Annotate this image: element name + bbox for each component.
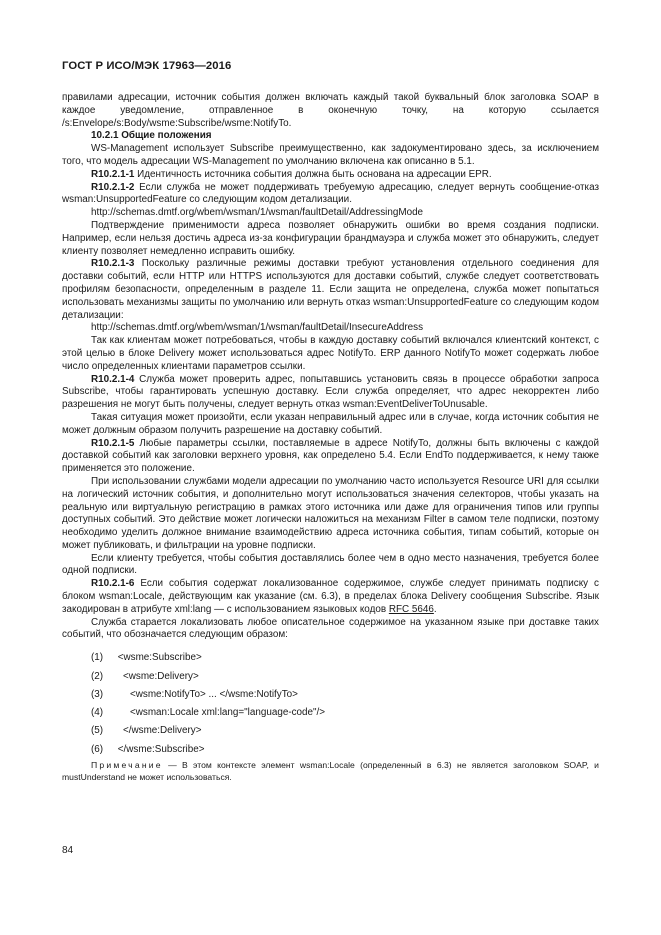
requirement-id: R10.2.1-4 (91, 373, 135, 385)
rfc-link[interactable]: RFC 5646 (388, 603, 434, 615)
requirement (62, 258, 599, 322)
requirement-text: Любые параметры ссылки, поставляемые в адресе NotifyTo, должны быть включены с каждой доставкой событий как заголовки верхнего уровня, как определено 5.4. Если EndTo поддерживается, к нему также применяется это положение. (62, 437, 599, 475)
section-heading: 10.2.1 Общие положения (91, 130, 212, 142)
requirement-id: R10.2.1-5 (91, 437, 135, 449)
requirement-id: R10.2.1-2 (91, 181, 135, 193)
code-line-text: <wsme:NotifyTo> ... </wsme:NotifyTo> (130, 688, 298, 700)
code-line (62, 668, 599, 686)
requirement-text-end: . (433, 603, 437, 615)
paragraph: Если клиенту требуется, чтобы события доставлялись более чем в одно место назначения, требуется более одной подписки. (62, 552, 599, 577)
code-line-text: <wsme:Subscribe> (117, 652, 202, 664)
code-line (62, 741, 599, 759)
requirement-text: Служба может проверить адрес, попытавшись установить связь в процессе обработки запроса Subscribe, чтобы гарантировать успешную доставку. Если служба определяет, что адрес некорректен либо разрешения не могут быть получены, следует вернуть отказ wsman:EventDeliverToUnusable. (62, 373, 599, 411)
code-line-number: (5) (91, 725, 104, 737)
requirement (62, 374, 599, 412)
paragraph: Так как клиентам может потребоваться, чтобы в каждую доставку событий включался клиентский контекст, с этой целью в блоке Delivery может использоваться адрес NotifyTo. ERP данного NotifyTo может содержать любое число определенных клиентами параметров ссылки. (62, 335, 599, 372)
requirement-id: R10.2.1-3 (91, 258, 135, 270)
paragraph: При использовании службами модели адресации по умолчанию часто используется Resource URI для ссылки на логический источник события, и дополнительно могут использоваться значения селекторов, чтобы указать на реальную или виртуальную регистрацию в рамках этого источника или даже для ограничения типов или группы доступных событий. Это действие может логически наложиться на механизм Filter в самом теле подписки, поэтому необходимо уделить должное внимание взаимодействию адреса источника события, типам событий, которые он может публиковать, и фильтрации на уровне подписки. (62, 475, 599, 551)
code-line-number: (6) (91, 743, 104, 755)
paragraph: правилами адресации, источник события должен включать каждый такой буквальный блок заголовка SOAP в каждое уведомление, отправленное в оконечную точку, на которую ссылается /s:Envelope/s:Body/wsme:Subscribe/wsme:NotifyTo. (62, 92, 599, 129)
document-body (62, 92, 599, 783)
code-line-number: (1) (91, 652, 104, 664)
paragraph: Такая ситуация может произойти, если указан неправильный адрес или в случае, когда источник события не может должным образом получить разрешение на доставку событий. (62, 411, 599, 436)
note-label: Примечание (91, 760, 163, 771)
paragraph: Подтверждение применимости адреса позволяет обнаружить ошибки во время создания подписки. Например, если нельзя достичь адреса из-за конфигурации брандмауэра и служба может это обнаружить, следует клиенту позволяет немедленно исправить ошибку. (62, 219, 599, 257)
requirement (62, 182, 599, 208)
code-line (62, 686, 599, 704)
requirement (62, 578, 599, 616)
requirement (62, 169, 599, 182)
requirement-text: Если события содержат локализованное содержимое, службе следует принимать подписку с блоком wsman:Locale, действующим как указание (см. 6.3), в пределах блока Delivery сообщения Subscribe. Язык закодирован в атрибуте xml:lang — с использованием языковых кодов (62, 578, 599, 615)
requirement-text: Идентичность источника события должна быть основана на адресации EPR. (134, 168, 492, 180)
code-line-text: </wsme:Subscribe> (117, 743, 205, 755)
paragraph: WS-Management использует Subscribe преимущественно, как задокументировано здесь, за исключением того, что модель адресации WS-Management по умолчанию включена как описанно в 5.1. (62, 143, 599, 167)
page-number: 84 (62, 845, 74, 856)
document-header: ГОСТ Р ИСО/МЭК 17963—2016 (62, 60, 232, 72)
code-listing (62, 649, 599, 759)
requirement-text: Поскольку различные режимы доставки требуют установления отдельного соединения для доставки событий, если HTTP или HTTPS используются для доставки событий, службе следует соответствовать профилям безопасности, определенным в разделе 11. Если защита не определена, служба может попытаться использовать механизмы защиты по умолчанию или вернуть отказ wsman:UnsupportedFeature со следующим кодом детализации: (62, 258, 599, 321)
note-text: — В этом контексте элемент wsman:Locale (определенный в 6.3) не является заголовком SOAP, и mustUnderstand не может использоваться. (62, 760, 599, 783)
fault-detail-uri: http://schemas.dmtf.org/wbem/wsman/1/wsman/faultDetail/AddressingMode (91, 207, 424, 219)
paragraph: Служба старается локализовать любое описательное содержимое на указанном языке при доставке таких событий, что обозначается следующим образом: (62, 616, 599, 641)
requirement-id: R10.2.1-6 (91, 578, 135, 590)
code-line-number: (2) (91, 670, 104, 682)
requirement (62, 438, 599, 476)
code-line (62, 722, 599, 740)
code-line-text: <wsme:Delivery> (123, 670, 199, 682)
code-line-number: (4) (91, 707, 104, 719)
code-line-text: <wsman:Locale xml:lang="language-code"/> (130, 707, 326, 719)
code-line (62, 649, 599, 667)
fault-detail-uri: http://schemas.dmtf.org/wbem/wsman/1/wsman/faultDetail/InsecureAddress (91, 322, 424, 334)
code-line-text: </wsme:Delivery> (123, 725, 202, 737)
requirement-text: Если служба не может поддерживать требуемую адресацию, следует вернуть сообщение-отказ wsman:UnsupportedFeature со следующим кодом детализации. (62, 181, 599, 206)
note (62, 759, 599, 783)
requirement-id: R10.2.1-1 (91, 168, 135, 180)
code-line-number: (3) (91, 688, 104, 700)
code-line (62, 704, 599, 722)
